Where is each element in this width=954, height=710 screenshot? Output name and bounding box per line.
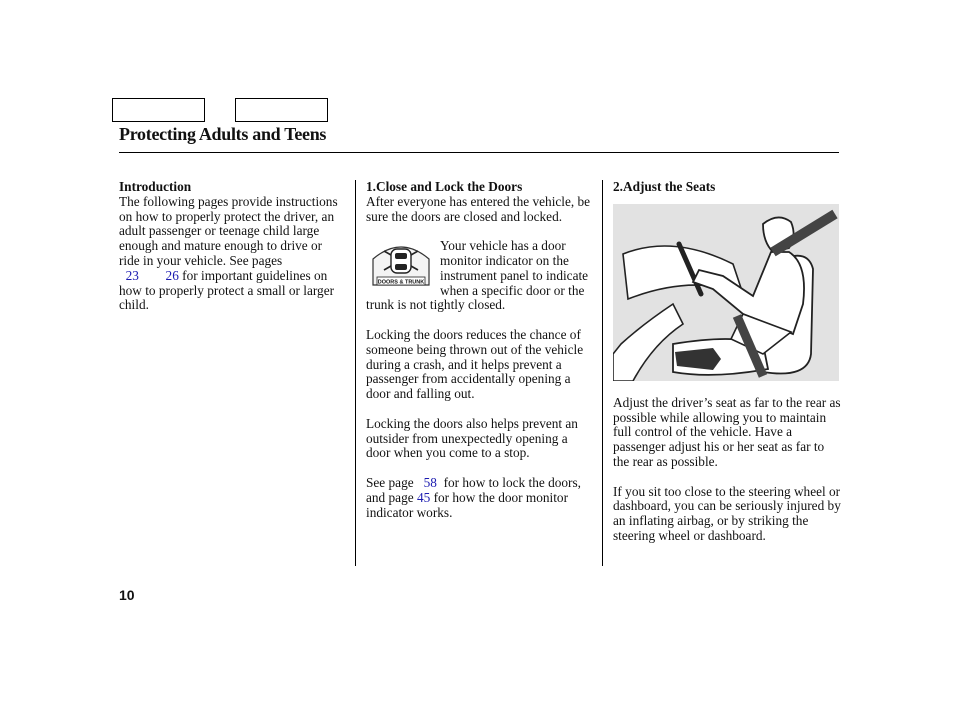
introduction-column [119,180,344,313]
nav-button-next[interactable] [235,98,328,122]
door-monitor-paragraph [366,239,594,313]
doors-see-page [366,476,594,520]
doors-heading: 1.Close and Lock the Doors [366,179,523,194]
page-link-58[interactable]: 58 [423,474,437,490]
doors-intro: After everyone has entered the vehicle, be sure the doors are closed and locked. [366,193,591,224]
page-link-23[interactable]: 23 [125,267,139,283]
page-link-26[interactable]: 26 [165,267,179,283]
seats-heading: 2.Adjust the Seats [613,179,716,194]
introduction-heading: Introduction [119,179,192,194]
seats-paragraph-2: If you sit too close to the steering wheel or dashboard, you can be seriously injured by an inflating airbag, or by striking the steering wheel or dashboard. [613,483,841,543]
doors-paragraph-3: Locking the doors also helps prevent an outsider from unexpectedly opening a door when you come to a stop. [366,415,578,461]
indicator-icon-label: DOORS & TRUNK [377,279,425,286]
nav-button-previous[interactable] [112,98,205,122]
title-rule [119,152,839,153]
introduction-text-after: for important guidelines on how to properly protect a small or larger child. [119,267,335,313]
driver-seat-image [613,204,839,381]
seated-driver-illustration [613,204,839,381]
column-divider [355,180,356,566]
seats-paragraph-1: Adjust the driver’s seat as far to the rear as possible while allowing you to maintain full control of the vehicle. Have a passenger adjust his or her seat as far to the rear as possible. [613,394,841,469]
introduction-text-before: The following pages provide instructions on how to properly protect the driver, an adult passenger or teenage child large enough and mature enough to drive or ride in your vehicle. See pages [119,193,338,268]
column-divider [602,180,603,566]
see-page-text-3: for how the door monitor indicator works. [366,489,569,520]
door-monitor-indicator-icon [370,241,432,291]
see-page-text-1: See page [366,474,414,490]
door-monitor-text: Your vehicle has a door monitor indicator on the instrument panel to indicate when a specific door or the trunk is not tightly closed. [366,238,589,313]
see-page-text-2: for how to lock the doors, and page [366,474,581,505]
doors-column [366,180,594,520]
page-number: 10 [119,587,135,603]
page-title: Protecting Adults and Teens [119,124,327,144]
introduction-text [119,195,344,313]
seats-column [613,180,841,544]
page-link-45[interactable]: 45 [416,489,431,505]
doors-paragraph-2: Locking the doors reduces the chance of someone being thrown out of the vehicle during a crash, and it helps prevent a passenger from accidentally opening a door and falling out. [366,326,584,402]
